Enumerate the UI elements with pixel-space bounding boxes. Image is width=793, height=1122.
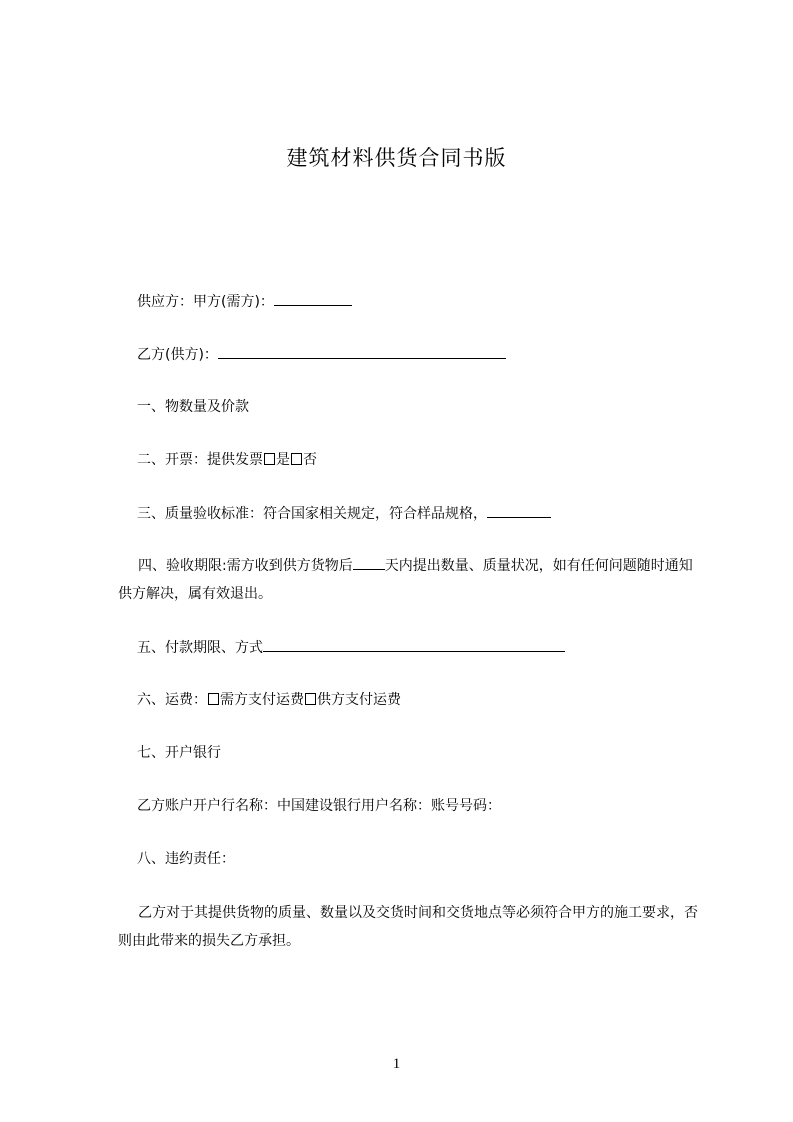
party-b-blank[interactable] (218, 344, 506, 359)
section-3 (137, 503, 551, 524)
section-3-blank[interactable] (487, 503, 551, 518)
section-4-days-blank[interactable] (353, 555, 385, 570)
section-5-text: 五、付款期限、方式 (137, 640, 263, 656)
section-8: 八、违约责任： (137, 851, 235, 867)
section-8-body: 乙方对于其提供货物的质量、数量以及交货时间和交货地点等必须符合甲方的施工要求，否则由此带来的损失乙方承担。 (118, 905, 698, 949)
freight-buyer-label: 需方支付运费 (220, 692, 304, 708)
section-4-prefix: 四、验收期限:需方收到供方货物后 (138, 558, 353, 574)
invoice-yes-label: 是 (276, 452, 290, 468)
section-6-label: 六、运费： (137, 692, 207, 708)
bank-info-line: 乙方账户开户行名称：中国建设银行用户名称：账号号码： (137, 798, 501, 814)
freight-buyer-checkbox[interactable] (208, 693, 219, 705)
supplier-blank[interactable] (274, 291, 352, 306)
supplier-line (137, 291, 352, 312)
section-2-label: 二、开票：提供发票 (137, 452, 263, 468)
section-7: 七、开户银行 (137, 745, 221, 761)
section-4 (118, 552, 703, 608)
section-4-suffix: 天内提出数量、质量状况，如有任何问题随时通知供方解决，属有效退出。 (118, 558, 693, 602)
section-3-text: 三、质量验收标准：符合国家相关规定，符合样品规格， (137, 506, 487, 522)
party-b-line (137, 344, 506, 365)
invoice-no-label: 否 (303, 452, 317, 468)
freight-supplier-label: 供方支付运费 (317, 692, 401, 708)
invoice-yes-checkbox[interactable] (264, 453, 275, 465)
invoice-no-checkbox[interactable] (291, 453, 302, 465)
section-2 (137, 450, 317, 470)
page-title: 建筑材料供货合同书版 (286, 146, 507, 170)
party-b-label: 乙方(供方)： (137, 347, 218, 363)
section-1: 一、物数量及价款 (137, 399, 249, 415)
section-6 (137, 690, 401, 710)
section-5 (137, 637, 565, 658)
freight-supplier-checkbox[interactable] (305, 693, 316, 705)
supplier-label: 供应方：甲方(需方)： (137, 294, 274, 310)
section-5-blank[interactable] (263, 637, 565, 652)
page-number: 1 (392, 1056, 401, 1072)
